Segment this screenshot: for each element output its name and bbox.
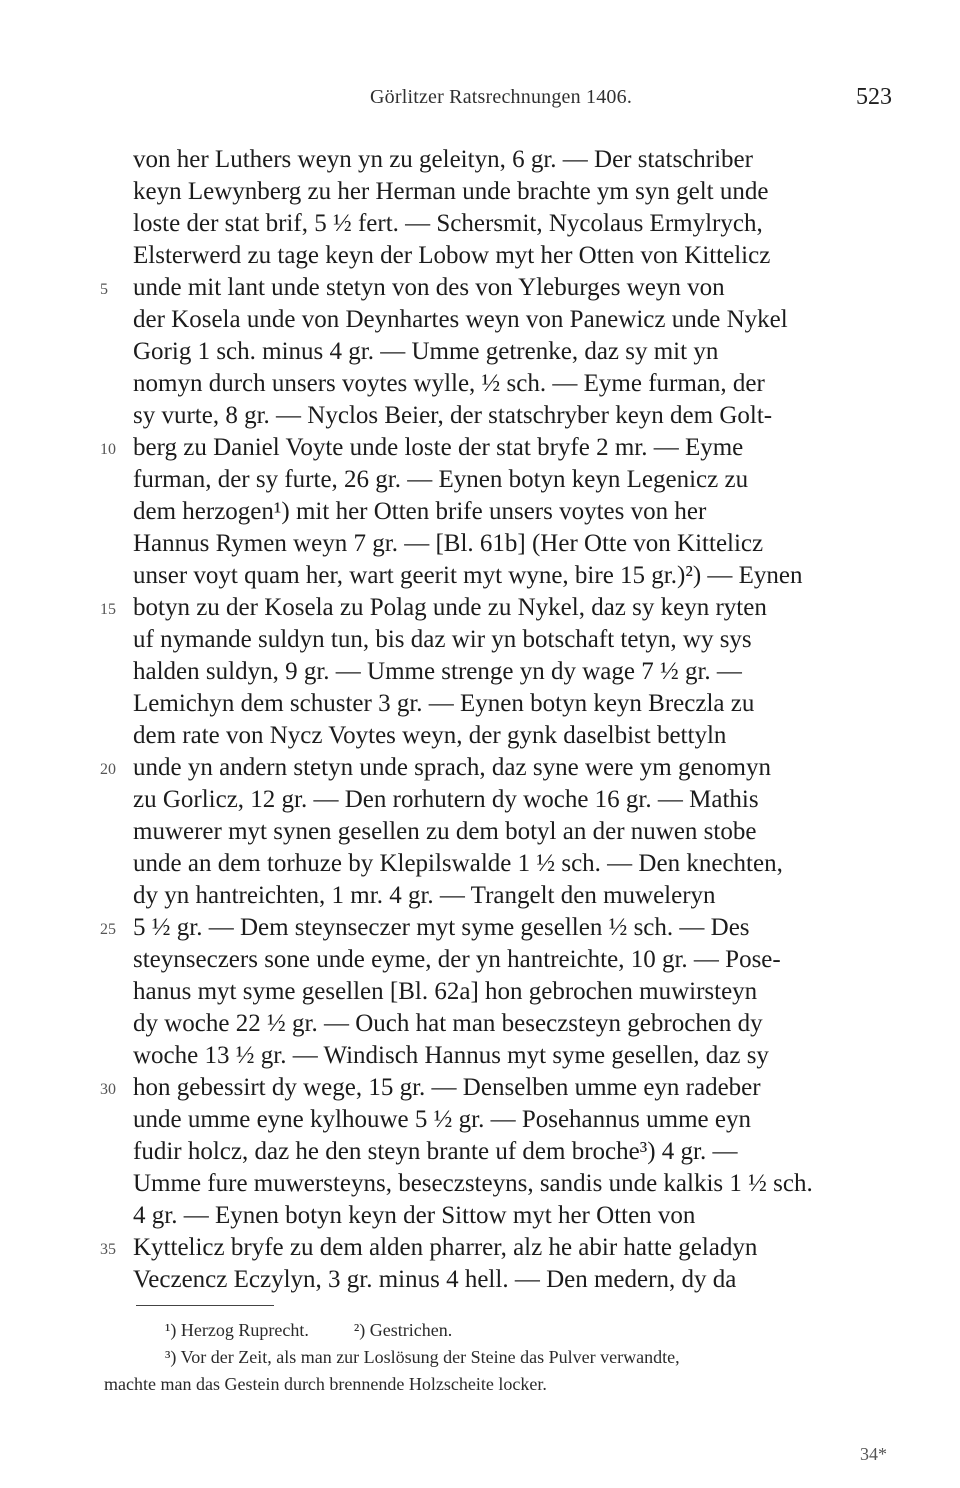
text-line: woche 13 ½ gr. — Windisch Hannus myt syme gesellen, daz sy <box>133 1042 769 1069</box>
text-line: Kyttelicz bryfe zu dem alden pharrer, alz he abir hatte geladyn <box>133 1234 758 1261</box>
text-line: unde umme eyne kylhouwe 5 ½ gr. — Posehannus umme eyn <box>133 1106 751 1133</box>
page-number: 523 <box>856 84 892 110</box>
footnote-line: ¹) Herzog Ruprecht. ²) Gestrichen. <box>165 1320 453 1340</box>
text-line: fudir holcz, daz he den steyn brante uf dem broche³) 4 gr. — <box>133 1138 738 1165</box>
text-line: Gorig 1 sch. minus 4 gr. — Umme getrenke, daz sy mit yn <box>133 338 719 365</box>
text-line: unde mit lant unde stetyn von des von Yleburges weyn von <box>133 274 725 301</box>
footnote-rule <box>136 1305 274 1306</box>
text-line: furman, der sy furte, 26 gr. — Eynen botyn keyn Legenicz zu <box>133 466 749 493</box>
text-line: loste der stat brif, 5 ½ fert. — Schersmit, Nycolaus Ermylrych, <box>133 210 763 237</box>
text-line: Umme fure muwersteyns, beseczsteyns, sandis unde kalkis 1 ½ sch. <box>133 1170 813 1197</box>
text-line: 5 ½ gr. — Dem steynseczer myt syme gesellen ½ sch. — Des <box>133 914 750 941</box>
text-line: dy yn hantreichten, 1 mr. 4 gr. — Trangelt den muweleryn <box>133 882 716 909</box>
text-line: Elsterwerd zu tage keyn der Lobow myt her Otten von Kittelicz <box>133 242 771 269</box>
text-line: hon gebessirt dy wege, 15 gr. — Denselben umme eyn radeber <box>133 1074 761 1101</box>
text-line: sy vurte, 8 gr. — Nyclos Beier, der statschryber keyn dem Golt- <box>133 402 773 429</box>
text-line: botyn zu der Kosela zu Polag unde zu Nykel, daz sy keyn ryten <box>133 594 767 621</box>
text-line: Hannus Rymen weyn 7 gr. — [Bl. 61b] (Her Otte von Kittelicz <box>133 530 764 557</box>
text-line: hanus myt syme gesellen [Bl. 62a] hon gebrochen muwirsteyn <box>133 978 758 1005</box>
line-number: 15 <box>100 601 116 618</box>
text-line: zu Gorlicz, 12 gr. — Den rorhutern dy woche 16 gr. — Mathis <box>133 786 759 813</box>
footnote-line: machte man das Gestein durch brennende Holzscheite locker. <box>104 1374 547 1394</box>
signature-mark: 34* <box>860 1444 887 1464</box>
line-number: 35 <box>100 1241 116 1258</box>
text-line: dem herzogen¹) mit her Otten brife unsers voytes von her <box>133 498 707 525</box>
text-line: halden suldyn, 9 gr. — Umme strenge yn dy wage 7 ½ gr. — <box>133 658 742 685</box>
text-line: nomyn durch unsers voytes wylle, ½ sch. — Eyme furman, der <box>133 370 765 397</box>
line-number: 20 <box>100 761 116 778</box>
text-line: der Kosela unde von Deynhartes weyn von Panewicz unde Nykel <box>133 306 788 333</box>
text-line: keyn Lewynberg zu her Herman unde brachte ym syn gelt unde <box>133 178 769 205</box>
text-line: unser voyt quam her, wart geerit myt wyne, bire 15 gr.)²) — Eynen <box>133 562 803 589</box>
text-line: 4 gr. — Eynen botyn keyn der Sittow myt her Otten von <box>133 1202 696 1229</box>
running-title: Görlitzer Ratsrechnungen 1406. <box>370 86 633 108</box>
text-line: unde an dem torhuze by Klepilswalde 1 ½ sch. — Den knechten, <box>133 850 783 877</box>
footnote-line: ³) Vor der Zeit, als man zur Loslösung der Steine das Pulver verwandte, <box>165 1347 680 1367</box>
line-number: 5 <box>100 281 108 298</box>
text-line: uf nymande suldyn tun, bis daz wir yn botschaft tetyn, wy sys <box>133 626 752 653</box>
page-header <box>0 84 960 124</box>
text-line: von her Luthers weyn yn zu geleityn, 6 gr. — Der statschriber <box>133 146 753 173</box>
line-number: 30 <box>100 1081 116 1098</box>
line-number: 10 <box>100 441 116 458</box>
text-line: Veczencz Eczylyn, 3 gr. minus 4 hell. — Den medern, dy da <box>133 1266 737 1293</box>
line-number: 25 <box>100 921 116 938</box>
text-line: steynseczers sone unde eyme, der yn hantreichte, 10 gr. — Pose- <box>133 946 781 973</box>
text-line: berg zu Daniel Voyte unde loste der stat bryfe 2 mr. — Eyme <box>133 434 744 461</box>
text-line: unde yn andern stetyn unde sprach, daz syne were ym genomyn <box>133 754 772 781</box>
text-line: Lemichyn dem schuster 3 gr. — Eynen botyn keyn Breczla zu <box>133 690 755 717</box>
text-line: dem rate von Nycz Voytes weyn, der gynk daselbist bettyln <box>133 722 727 749</box>
text-line: muwerer myt synen gesellen zu dem botyl an der nuwen stobe <box>133 818 757 845</box>
text-line: dy woche 22 ½ gr. — Ouch hat man beseczsteyn gebrochen dy <box>133 1010 763 1037</box>
